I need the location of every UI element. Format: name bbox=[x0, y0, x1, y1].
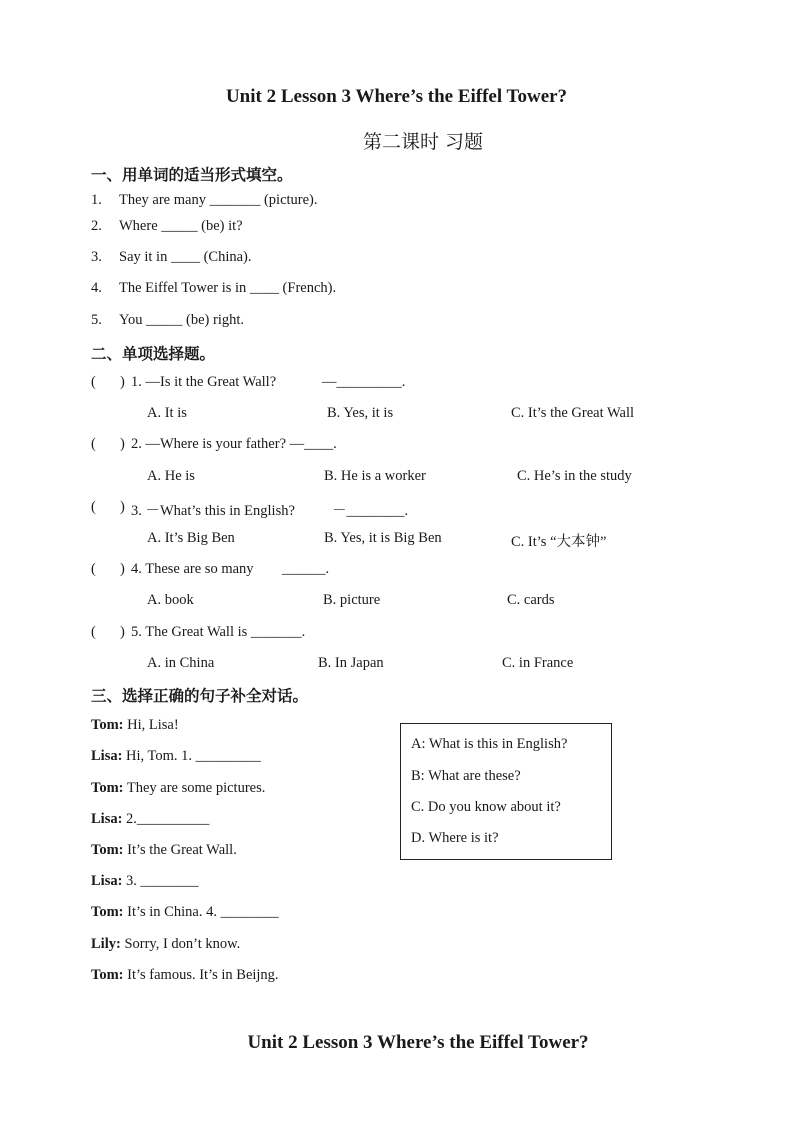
dialogue-line bbox=[91, 842, 237, 859]
choice-b: B: What are these? bbox=[411, 768, 521, 784]
s1-item-5-num: 5. bbox=[91, 312, 102, 328]
s1-item-4-text: The Eiffel Tower is in ____ (French). bbox=[119, 280, 337, 296]
dialogue-line bbox=[91, 780, 265, 797]
s2-q3-option-c: C. It’s “大本钟” bbox=[511, 534, 607, 550]
dialogue-line bbox=[91, 748, 261, 765]
s1-item-2-num: 2. bbox=[91, 218, 102, 234]
s2-q4-stem: 4. These are so many bbox=[131, 561, 254, 577]
s2-q3-blank: －________. bbox=[332, 503, 409, 519]
s2-q1-option-b: B. Yes, it is bbox=[327, 405, 394, 421]
choice-c: C. Do you know about it? bbox=[411, 799, 561, 815]
dialogue-text: It’s in China. 4. ________ bbox=[123, 904, 279, 920]
page-subtitle: 第二课时 习题 bbox=[362, 131, 484, 153]
dialogue-text: It’s the Great Wall. bbox=[123, 842, 237, 858]
dialogue-speaker: Tom: bbox=[91, 842, 124, 858]
s2-q2-option-a: A. He is bbox=[147, 468, 195, 484]
s2-q1-option-a: A. It is bbox=[147, 405, 187, 421]
s1-item-3-num: 3. bbox=[91, 249, 102, 265]
s2-q4-blank: ______. bbox=[282, 561, 330, 577]
s1-item-4-num: 4. bbox=[91, 280, 102, 296]
section1-heading: 一、用单词的适当形式填空。 bbox=[91, 166, 293, 184]
dialogue-line bbox=[91, 936, 240, 953]
s2-q1-paren-close: ) bbox=[120, 374, 125, 390]
s2-q1-option-c: C. It’s the Great Wall bbox=[511, 405, 634, 421]
dialogue-text: Hi, Lisa! bbox=[123, 717, 179, 733]
s2-q2-paren-open: ( bbox=[91, 436, 96, 452]
s2-q3-paren-open: ( bbox=[91, 499, 96, 515]
choice-a: A: What is this in English? bbox=[411, 736, 568, 752]
dialogue-speaker: Tom: bbox=[91, 904, 124, 920]
dialogue-speaker: Lisa: bbox=[91, 748, 123, 764]
section3-heading: 三、选择正确的句子补全对话。 bbox=[91, 687, 309, 705]
dialogue-speaker: Tom: bbox=[91, 717, 124, 733]
s2-q1-stem: 1. —Is it the Great Wall? bbox=[131, 374, 277, 390]
s2-q5-paren-open: ( bbox=[91, 624, 96, 640]
dialogue-text: Sorry, I don’t know. bbox=[120, 936, 241, 952]
dialogue-speaker: Tom: bbox=[91, 967, 124, 983]
choice-d: D. Where is it? bbox=[411, 830, 499, 846]
s2-q4-paren-close: ) bbox=[120, 561, 125, 577]
s2-q3-option-b: B. Yes, it is Big Ben bbox=[324, 530, 442, 546]
s2-q2-option-b: B. He is a worker bbox=[324, 468, 426, 484]
dialogue-line bbox=[91, 873, 199, 890]
s2-q4-option-a: A. book bbox=[147, 592, 194, 608]
dialogue-line bbox=[91, 717, 179, 734]
dialogue-speaker: Lily: bbox=[91, 936, 121, 952]
dialogue-text: 2.__________ bbox=[122, 811, 210, 827]
s2-q4-paren-open: ( bbox=[91, 561, 96, 577]
s1-item-5-text: You _____ (be) right. bbox=[119, 312, 244, 328]
dialogue-line bbox=[91, 904, 279, 921]
s1-item-3-text: Say it in ____ (China). bbox=[119, 249, 252, 265]
s1-item-1-text: They are many _______ (picture). bbox=[119, 192, 318, 208]
s2-q3-option-a: A. It’s Big Ben bbox=[147, 530, 235, 546]
s1-item-2-text: Where _____ (be) it? bbox=[119, 218, 243, 234]
dialogue-text: Hi, Tom. 1. _________ bbox=[122, 748, 261, 764]
s1-item-1-num: 1. bbox=[91, 192, 102, 208]
s2-q5-option-c: C. in France bbox=[502, 655, 574, 671]
s2-q2-option-c: C. He’s in the study bbox=[517, 468, 632, 484]
s2-q4-option-b: B. picture bbox=[323, 592, 381, 608]
s2-q1-blank: —_________. bbox=[322, 374, 406, 390]
footer-title: Unit 2 Lesson 3 Where’s the Eiffel Tower? bbox=[247, 1032, 589, 1053]
s2-q3-stem: 3. －What’s this in English? bbox=[131, 503, 295, 519]
dialogue-speaker: Lisa: bbox=[91, 811, 123, 827]
s2-q5-paren-close: ) bbox=[120, 624, 125, 640]
s2-q5-stem: 5. The Great Wall is _______. bbox=[131, 624, 306, 640]
dialogue-text: 3. ________ bbox=[122, 873, 199, 889]
s2-q3-paren-close: ) bbox=[120, 499, 125, 515]
s2-q1-paren-open: ( bbox=[91, 374, 96, 390]
s2-q5-option-b: B. In Japan bbox=[318, 655, 384, 671]
page-title: Unit 2 Lesson 3 Where’s the Eiffel Tower? bbox=[225, 86, 568, 107]
dialogue-line bbox=[91, 811, 209, 828]
dialogue-speaker: Tom: bbox=[91, 780, 124, 796]
dialogue-speaker: Lisa: bbox=[91, 873, 123, 889]
s2-q2-stem: 2. —Where is your father? —____. bbox=[131, 436, 337, 452]
s2-q5-option-a: A. in China bbox=[147, 655, 215, 671]
s2-q2-paren-close: ) bbox=[120, 436, 125, 452]
dialogue-text: They are some pictures. bbox=[123, 780, 266, 796]
section2-heading: 二、单项选择题。 bbox=[91, 345, 216, 363]
s2-q4-option-c: C. cards bbox=[507, 592, 555, 608]
dialogue-text: It’s famous. It’s in Beijng. bbox=[123, 967, 279, 983]
dialogue-line bbox=[91, 967, 279, 984]
